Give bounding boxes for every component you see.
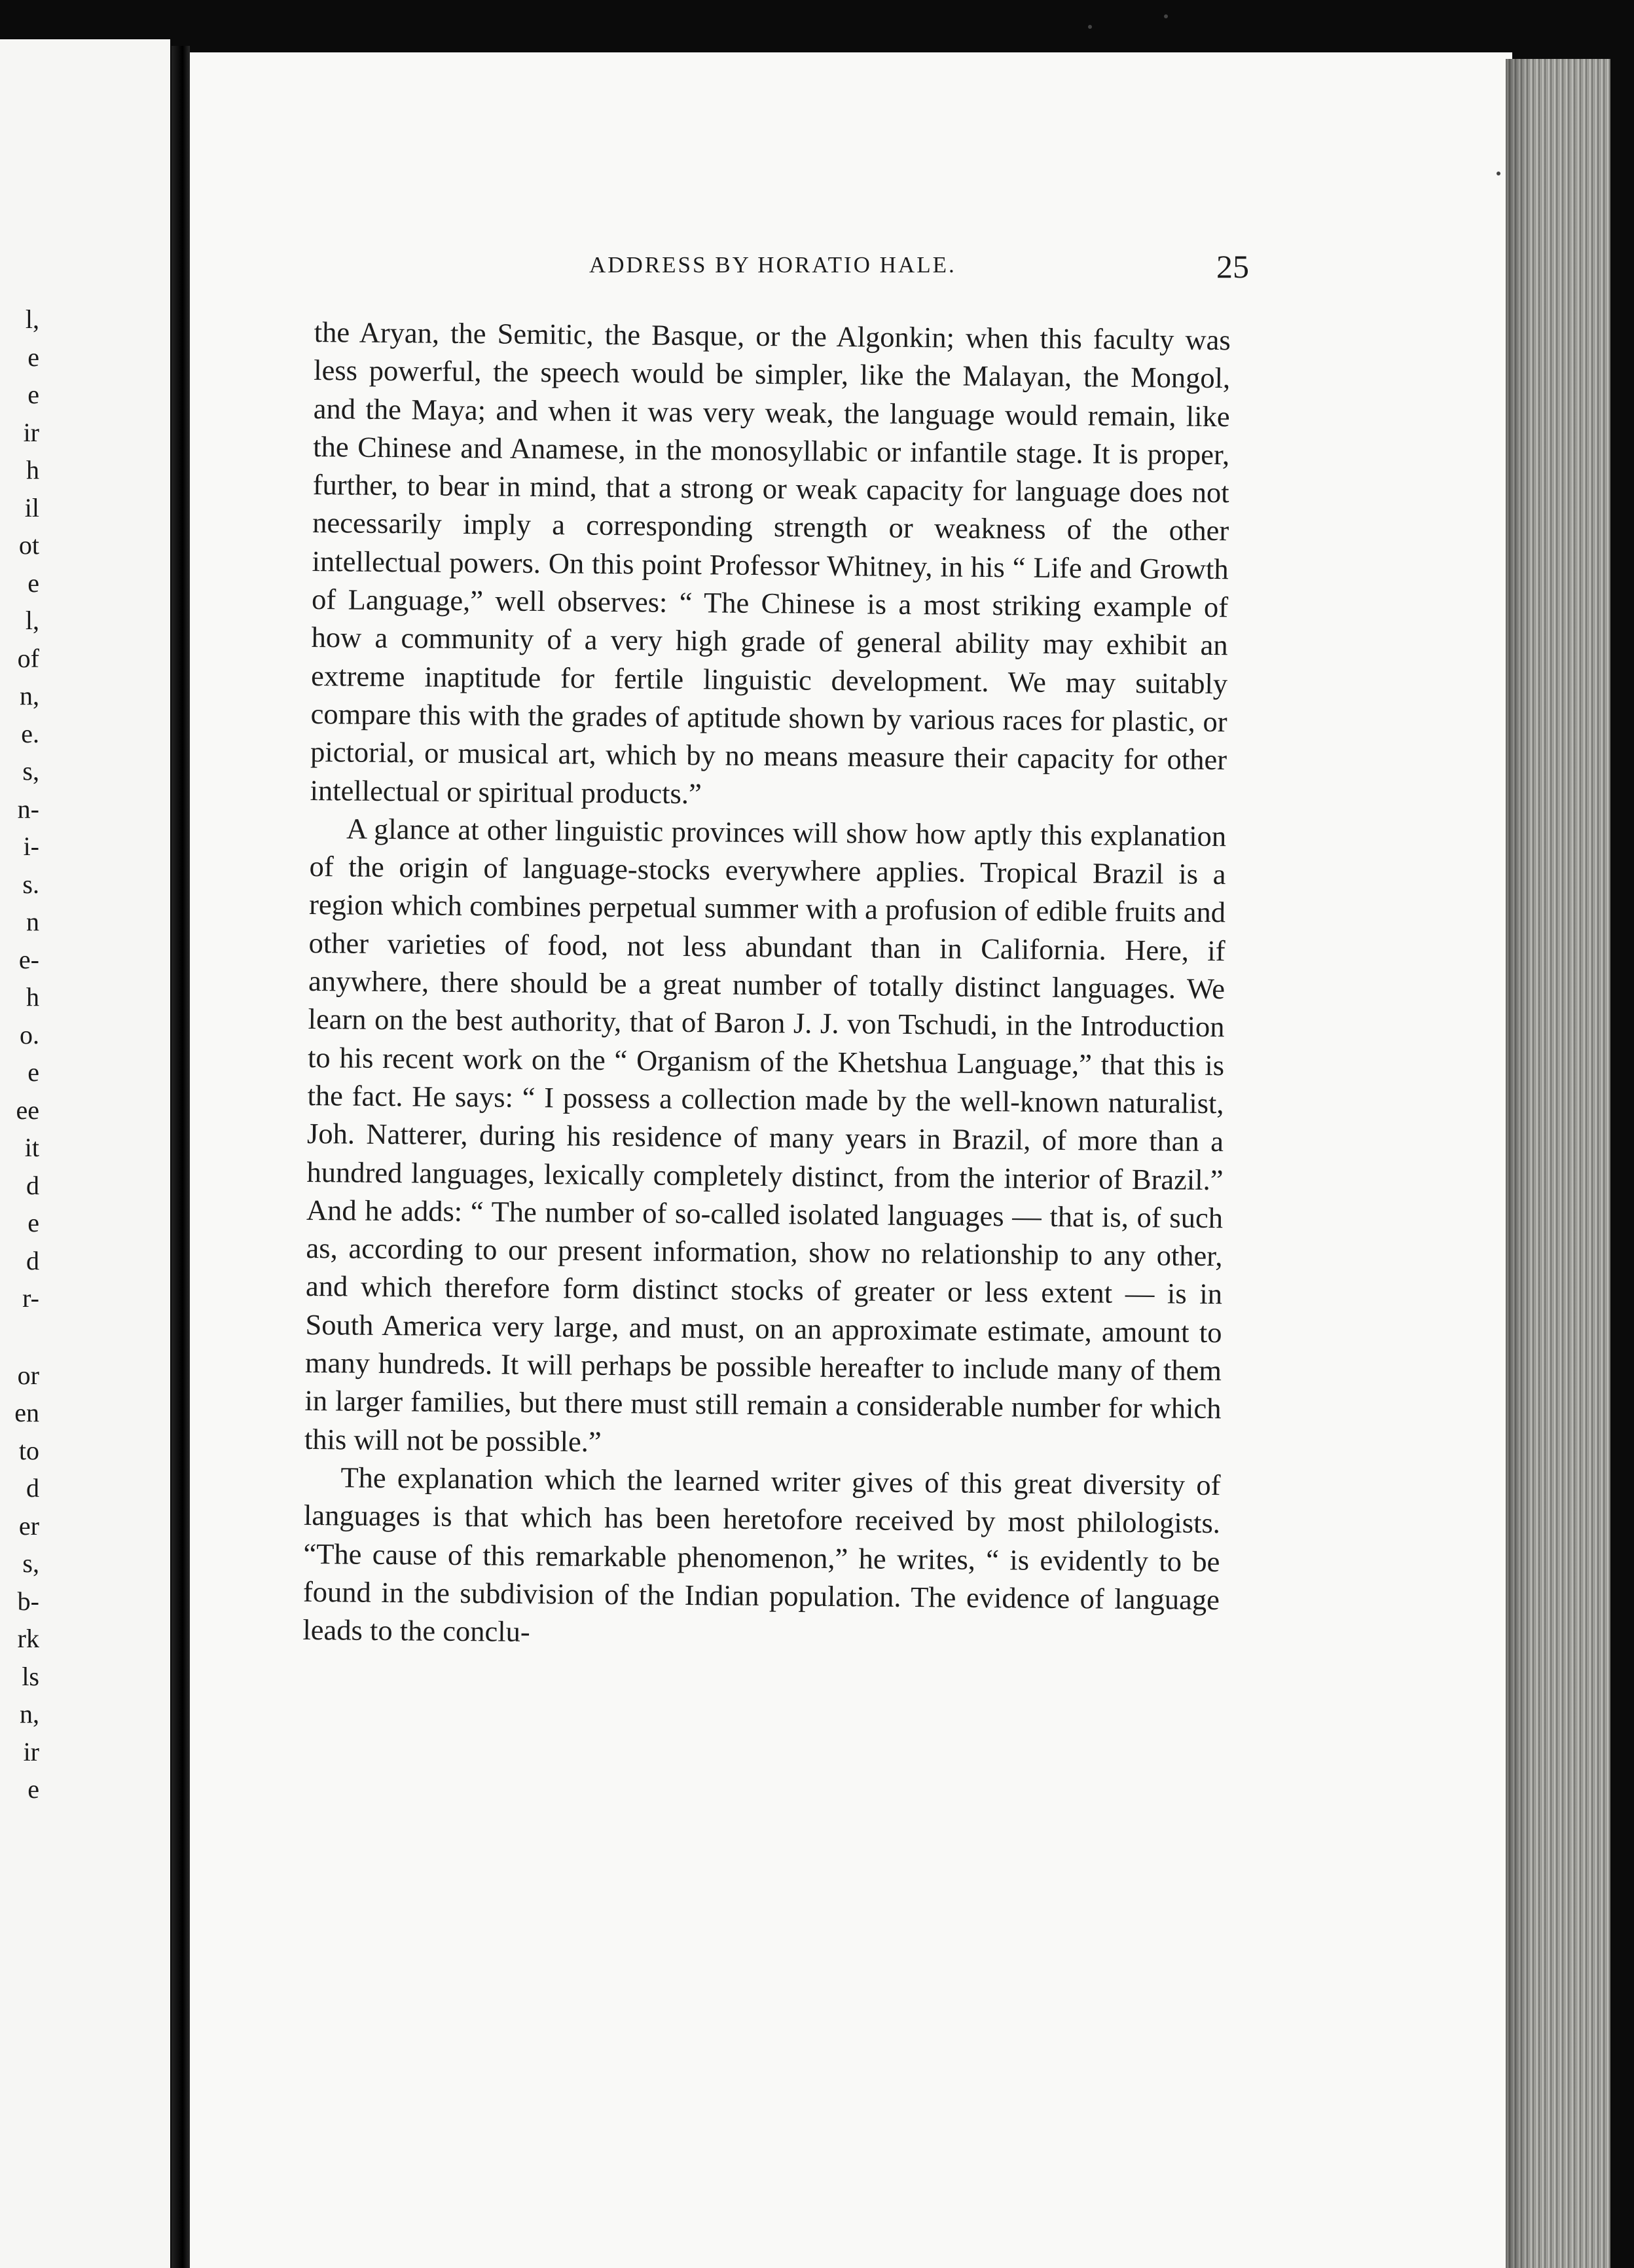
previous-page-fragment: l, [25, 606, 39, 635]
previous-page-fragment: o. [20, 1019, 39, 1050]
previous-page-fragment: b- [17, 1586, 39, 1616]
body-text [302, 313, 1231, 1657]
previous-page-fragment: d [26, 1473, 39, 1503]
previous-page-fragment: e [27, 568, 39, 598]
previous-page-fragment: ls [22, 1661, 39, 1691]
paragraph: the Aryan, the Semitic, the Basque, or the Algonkin; when this faculty was less powerful, the speech would be simpler, like the Malayan, the Mongol, and the Maya; and when it was very weak, the language would remain, like the Chinese and Anamese, in the monosyllabic or infantile stage. It is proper, further, to bear in mind, that a strong or weak capacity for language does not necessarily imply a corresponding strength or weakness of the other intellectual powers. On this point Professor Whitney, in his “ Life and Growth of Language,” well observes: “ The Chinese is a most striking example of how a community of a very high grade of general ability may exhibit an extreme inaptitude for fertile linguistic development. We may suitably compare this with the grades of aptitude shown by various races for plastic, or pictorial, or musical art, which by no means measure their capacity for other intellectual or spiritual products.” [310, 315, 1231, 810]
previous-page-fragment: s, [22, 756, 39, 786]
book-gutter [172, 46, 190, 2268]
previous-page-fragment: n- [17, 794, 39, 824]
speck-mark [1164, 14, 1168, 18]
previous-page-fragment: er [18, 1510, 39, 1541]
previous-page-fragment: e [27, 1057, 39, 1087]
previous-page-fragment: d [26, 1170, 39, 1200]
previous-page-fragment: l, [25, 304, 39, 334]
previous-page-fragment: s, [22, 1548, 39, 1578]
fore-edge-shadow [1506, 59, 1532, 2268]
previous-page-fragment: rk [17, 1624, 39, 1653]
previous-page-fragment: e [27, 342, 39, 372]
previous-page-fragment: i- [23, 832, 39, 861]
previous-page-fragment: n, [20, 1699, 39, 1728]
previous-page-fragment: ee [16, 1095, 39, 1125]
speck-mark [1497, 172, 1500, 175]
previous-page-fragment: ir [23, 1736, 39, 1766]
previous-page-fragment: r- [22, 1283, 39, 1313]
previous-page-fragment: e. [21, 718, 39, 748]
previous-page-fragment: of [17, 643, 39, 673]
previous-page-fragment: it [24, 1133, 39, 1162]
previous-page-fragment: s. [22, 869, 39, 899]
previous-page-fragment: e- [18, 944, 39, 974]
previous-page-fragment: en [14, 1398, 39, 1427]
speck-mark [1088, 25, 1092, 29]
previous-page-fragment: n [26, 907, 39, 936]
previous-page-fragment: ot [18, 530, 39, 560]
previous-page-fragment: il [24, 492, 39, 522]
previous-page-fragment: e [27, 1774, 39, 1804]
previous-page-fragment: or [17, 1360, 39, 1390]
paragraph: The explanation which the learned writer gives of this great diversity of languages is that which has been heretofore received by most philologists. “The cause of this remarkable phenomenon,” he writes, “ is evidently to be found in the subdivision of the Indian population. The evidence of language leads to the conclu- [302, 1461, 1221, 1649]
running-head: ADDRESS BY HORATIO HALE. [589, 252, 956, 278]
previous-page-fragment: h [26, 455, 39, 485]
previous-page-fragment: d [26, 1245, 39, 1275]
previous-page-fragment: e [27, 1208, 39, 1237]
previous-page-fragment: e [27, 380, 39, 409]
previous-page-fragment: n, [20, 681, 39, 710]
previous-page-fragment: h [26, 982, 39, 1012]
previous-page-fragment: ir [23, 417, 39, 447]
previous-page-fragment: to [18, 1435, 39, 1465]
paragraph: A glance at other linguistic provinces will show how aptly this explanation of the origin of language-stocks everywhere applies. Tropical Brazil is a region which combines perpetual summer with a profusion of edible fruits and other varieties of food, not less abundant than in California. Here, if anywhere, there should be a great number of totally distinct languages. We learn on the best authority, that of Baron J. J. von Tschudi, in the Introduction to his recent work on the “ Organism of the Khetshua Language,” that this is the fact. He says: “ I possess a collection made by the well-known naturalist, Joh. Natterer, during his residence of many years in Brazil, of more than a hundred languages, lexically completely distinct, from the interior of Brazil.” And he adds: “ The number of so-called isolated languages — that is, of such as, according to our present information, show no relationship to any other, and which therefore form distinct stocks of greater or less extent — is in South America very large, and must, on an approximate estimate, amount to many hundreds. It will perhaps be possible hereafter to include many of them in larger families, but there must still remain a considerable number for which this will not be possible.” [304, 812, 1227, 1458]
page-number: 25 [1216, 248, 1249, 285]
